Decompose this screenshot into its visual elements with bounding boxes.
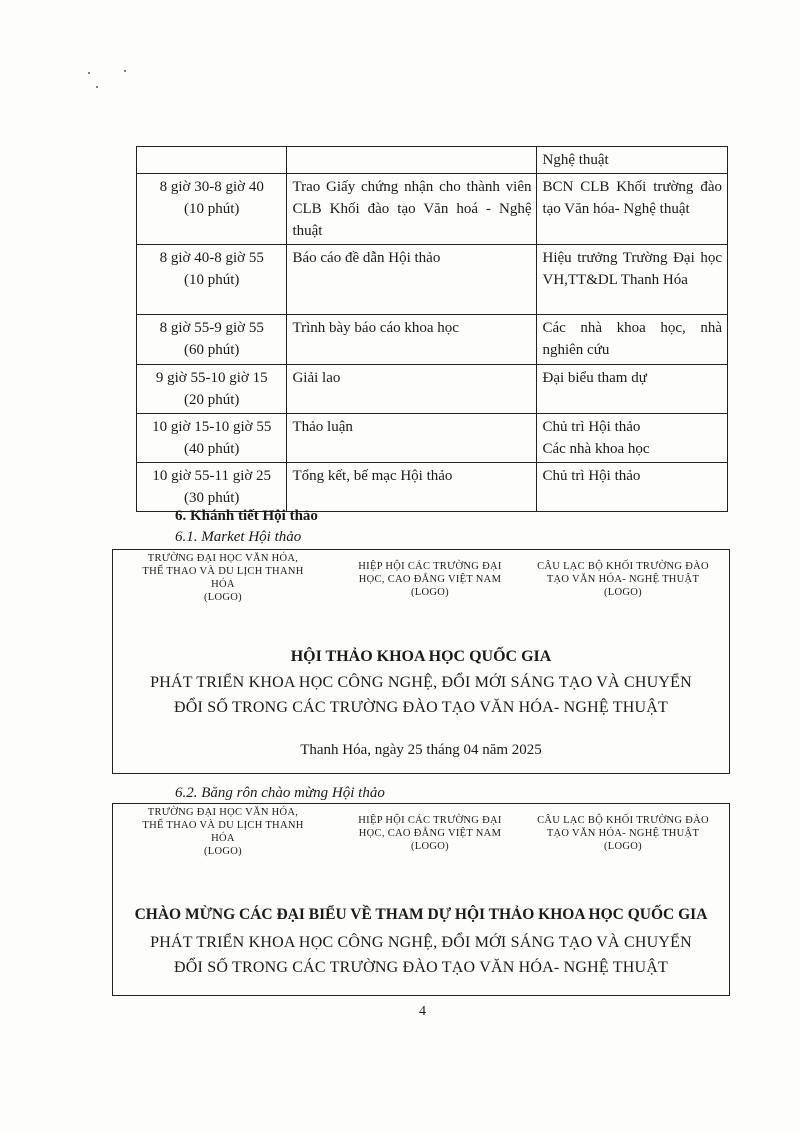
responsible-text: Nghệ thuật — [542, 152, 609, 168]
logo-block-association — [345, 560, 515, 599]
content-text: Báo cáo đề dẫn Hội thảo — [292, 250, 441, 266]
responsible-cell — [537, 315, 728, 365]
content-cell — [287, 414, 537, 463]
time-range: 9 giờ 55-10 giờ 15 — [155, 370, 268, 386]
duration: (60 phút) — [184, 342, 240, 358]
logo-placeholder: (LOGO) — [604, 587, 642, 598]
logo-text: HÓA — [211, 579, 235, 590]
time-range: 10 giờ 55-11 giờ 25 — [152, 468, 272, 484]
section-heading: 6. Khánh tiết Hội thảo — [175, 508, 318, 524]
table-row — [137, 463, 728, 512]
time-range: 8 giờ 30-8 giờ 40 — [159, 179, 264, 195]
logo-block-association — [345, 814, 515, 853]
content-cell — [287, 463, 537, 512]
responsible-text: Các nhà khoa học, nhà nghiên cứu — [542, 320, 722, 358]
logo-text: HIỆP HỘI CÁC TRƯỜNG ĐẠI — [358, 561, 502, 572]
logo-text: TẠO VĂN HÓA- NGHỆ THUẬT — [546, 828, 700, 839]
logo-block-club — [525, 560, 721, 599]
responsible-text: Đại biểu tham dự — [542, 370, 647, 386]
responsible-cell — [537, 245, 728, 315]
time-cell — [137, 315, 287, 365]
duration: (10 phút) — [184, 272, 240, 288]
time-cell — [137, 463, 287, 512]
logo-row — [113, 552, 729, 612]
content-cell — [287, 365, 537, 414]
responsible-text: Chủ trì Hội thảo — [542, 468, 641, 484]
logo-text: HIỆP HỘI CÁC TRƯỜNG ĐẠI — [358, 815, 502, 826]
content-text: Trình bày báo cáo khoa học — [292, 320, 459, 336]
logo-placeholder: (LOGO) — [204, 592, 242, 603]
logo-text: THỂ THAO VÀ DU LỊCH THANH — [142, 566, 304, 577]
market-subtitle-line2: ĐỔI SỐ TRONG CÁC TRƯỜNG ĐÀO TẠO VĂN HÓA- NGHỆ THUẬT — [173, 699, 669, 716]
time-cell — [137, 414, 287, 463]
logo-row — [113, 806, 729, 866]
responsible-cell — [537, 174, 728, 245]
banner-subtitle-line2: ĐỔI SỐ TRONG CÁC TRƯỜNG ĐÀO TẠO VĂN HÓA- NGHỆ THUẬT — [173, 959, 669, 976]
subsection-banner: 6.2. Băng rôn chào mừng Hội thảo — [175, 785, 385, 801]
table-row — [137, 147, 728, 174]
schedule-table — [136, 146, 728, 512]
responsible-cell — [537, 365, 728, 414]
responsible-cell — [537, 463, 728, 512]
responsible-text: Các nhà khoa học — [542, 441, 650, 457]
time-range: 10 giờ 15-10 giờ 55 — [152, 419, 272, 435]
market-box — [112, 549, 730, 774]
content-text: Trao Giấy chứng nhận cho thành viên CLB Khối đào tạo Văn hoá - Nghệ thuật — [292, 179, 532, 239]
page-number: 4 — [419, 1004, 426, 1019]
responsible-cell — [537, 414, 728, 463]
subsection-market: 6.1. Market Hội thảo — [175, 529, 302, 545]
banner-box — [112, 803, 730, 996]
logo-text: HỌC, CAO ĐẲNG VIỆT NAM — [358, 574, 502, 585]
content-text: Thảo luận — [292, 419, 353, 435]
time-cell — [137, 174, 287, 245]
market-date: Thanh Hóa, ngày 25 tháng 04 năm 2025 — [300, 742, 542, 758]
table-row — [137, 414, 728, 463]
time-cell — [137, 365, 287, 414]
content-cell — [287, 174, 537, 245]
logo-block-university — [133, 806, 313, 858]
logo-text: TẠO VĂN HÓA- NGHỆ THUẬT — [546, 574, 700, 585]
logo-placeholder: (LOGO) — [411, 587, 449, 598]
table-row — [137, 174, 728, 245]
responsible-cell — [537, 147, 728, 174]
content-cell — [287, 315, 537, 365]
market-title: HỘI THẢO KHOA HỌC QUỐC GIA — [290, 648, 552, 665]
logo-text: CÂU LẠC BỘ KHỐI TRƯỜNG ĐÀO — [537, 561, 709, 572]
market-subtitle-line1: PHÁT TRIỂN KHOA HỌC CÔNG NGHỆ, ĐỔI MỚI SÁNG TẠO VÀ CHUYỂN — [150, 674, 692, 691]
time-cell — [137, 245, 287, 315]
logo-text: THỂ THAO VÀ DU LỊCH THANH — [142, 820, 304, 831]
time-range: 8 giờ 40-8 giờ 55 — [159, 250, 264, 266]
duration: (20 phút) — [184, 392, 240, 408]
table-row — [137, 245, 728, 315]
time-cell — [137, 147, 287, 174]
logo-text: HÓA — [211, 833, 235, 844]
responsible-text: Chủ trì Hội thảo — [542, 419, 641, 435]
content-text: Giải lao — [292, 370, 341, 386]
content-text: Tổng kết, bế mạc Hội thảo — [292, 468, 453, 484]
banner-title: CHÀO MỪNG CÁC ĐẠI BIỂU VỀ THAM DỰ HỘI THẢO KHOA HỌC QUỐC GIA — [134, 906, 708, 923]
logo-placeholder: (LOGO) — [204, 846, 242, 857]
duration: (30 phút) — [184, 490, 240, 506]
table-row — [137, 315, 728, 365]
logo-placeholder: (LOGO) — [604, 841, 642, 852]
responsible-text: BCN CLB Khối trường đào tạo Văn hóa- Nghệ thuật — [542, 179, 722, 217]
content-cell — [287, 245, 537, 315]
duration: (10 phút) — [184, 201, 240, 217]
logo-placeholder: (LOGO) — [411, 841, 449, 852]
logo-text: HỌC, CAO ĐẲNG VIỆT NAM — [358, 828, 502, 839]
scan-specks — [88, 68, 138, 98]
logo-text: TRƯỜNG ĐẠI HỌC VĂN HÓA, — [147, 807, 299, 818]
table-row — [137, 365, 728, 414]
logo-text: CÂU LẠC BỘ KHỐI TRƯỜNG ĐÀO — [537, 815, 709, 826]
content-cell — [287, 147, 537, 174]
time-range: 8 giờ 55-9 giờ 55 — [159, 320, 264, 336]
logo-block-university — [133, 552, 313, 604]
logo-block-club — [525, 814, 721, 853]
logo-text: TRƯỜNG ĐẠI HỌC VĂN HÓA, — [147, 553, 299, 564]
duration: (40 phút) — [184, 441, 240, 457]
responsible-text: Hiệu trưởng Trường Đại học VH,TT&DL Thanh Hóa — [542, 250, 722, 288]
banner-subtitle-line1: PHÁT TRIỂN KHOA HỌC CÔNG NGHỆ, ĐỔI MỚI SÁNG TẠO VÀ CHUYỂN — [150, 934, 692, 951]
